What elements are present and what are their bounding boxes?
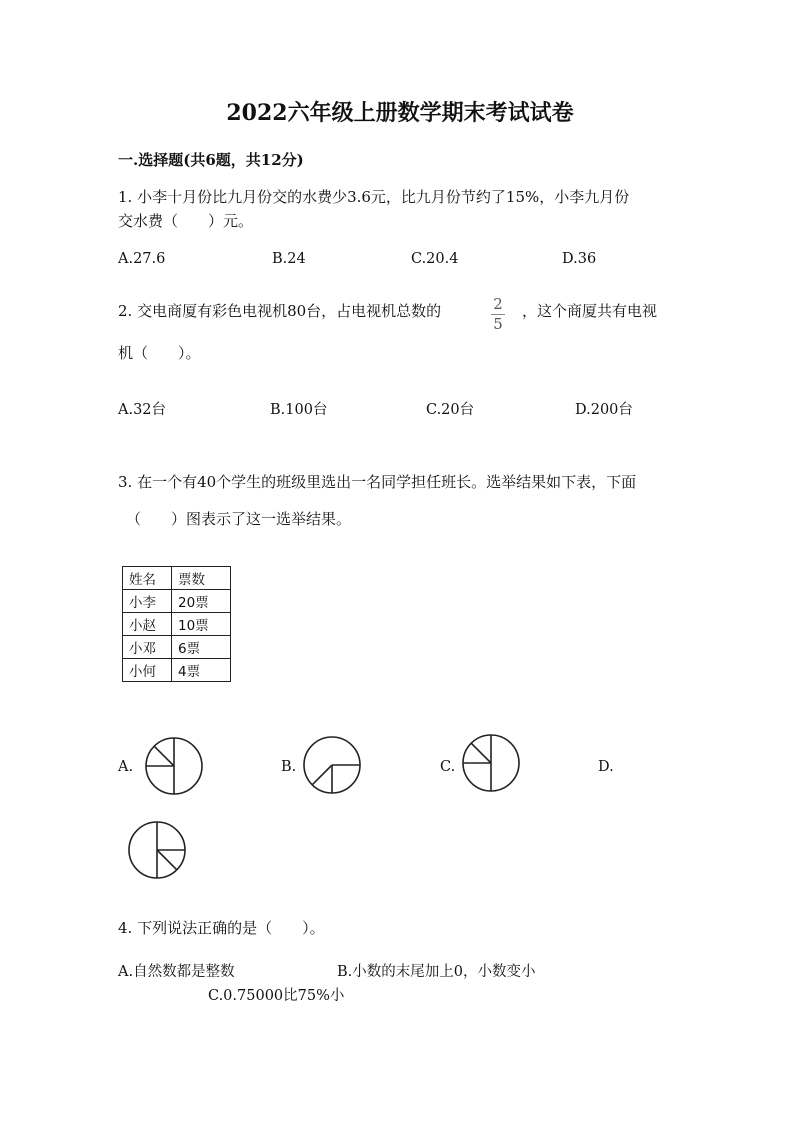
q2-fraction-denominator: 5: [493, 315, 503, 333]
q3-option-b: B.: [281, 759, 297, 775]
pie-slice-boundary: [154, 746, 174, 766]
table-cell: 4票: [172, 659, 231, 682]
table-cell: 6票: [172, 636, 231, 659]
table-row: [123, 590, 231, 613]
q1-text-line2: 交水费（ ）元。: [118, 212, 254, 230]
table-header-cell: 姓名: [123, 567, 172, 590]
q4-option-c: C.0.75000比75%小: [208, 988, 345, 1004]
q4-option-a: A.自然数都是整数: [118, 964, 235, 980]
table-header-cell: 票数: [172, 567, 231, 590]
table-cell: 小何: [123, 659, 172, 682]
pie-slice-boundary: [471, 743, 491, 763]
q2-text-line2: 机（ ）。: [118, 344, 201, 362]
table-row: [123, 659, 231, 682]
q2-text-line1-a: 2. 交电商厦有彩色电视机80台，占电视机总数的: [118, 302, 442, 320]
q4-option-b: B.小数的末尾加上0，小数变小: [337, 964, 536, 980]
q3-option-d: D.: [598, 759, 614, 775]
pie-slice-boundary: [312, 765, 332, 785]
q2-option-c: C.20台: [426, 402, 475, 418]
q2-fraction: [489, 296, 507, 333]
q2-text-line1-b: ，这个商厦共有电视: [522, 302, 658, 320]
table-cell: 小李: [123, 590, 172, 613]
q1-option-a: A.27.6: [118, 251, 166, 267]
q1-option-b: B.24: [272, 251, 306, 267]
q2-option-a: A.32台: [118, 402, 167, 418]
table-header-row: [123, 567, 231, 590]
pie-chart-b: [303, 736, 361, 794]
table-row: [123, 613, 231, 636]
q2-option-b: B.100台: [270, 402, 328, 418]
table-row: [123, 636, 231, 659]
q2-fraction-numerator: 2: [493, 295, 503, 313]
q3-text-line2: （ ）图表示了这一选举结果。: [126, 510, 352, 528]
q3-text-line1: 3. 在一个有40个学生的班级里选出一名同学担任班长。选举结果如下表，下面: [118, 473, 637, 491]
table-cell: 小邓: [123, 636, 172, 659]
table-cell: 小赵: [123, 613, 172, 636]
pie-chart-d: [128, 821, 186, 879]
q3-option-a: A.: [118, 759, 134, 775]
votes-table: [122, 566, 231, 682]
q4-text-line1: 4. 下列说法正确的是（ ）。: [118, 919, 325, 937]
section-heading: 一.选择题(共6题，共12分): [118, 151, 304, 169]
pie-chart-a: [145, 737, 203, 795]
q2-option-d: D.200台: [575, 402, 633, 418]
table-cell: 20票: [172, 590, 231, 613]
pie-chart-c: [462, 734, 520, 792]
q1-option-c: C.20.4: [411, 251, 459, 267]
table-cell: 10票: [172, 613, 231, 636]
page-title: 2022六年级上册数学期末考试试卷: [226, 100, 574, 126]
q1-text-line1: 1. 小李十月份比九月份交的水费少3.6元，比九月份节约了15%，小李九月份: [118, 188, 630, 206]
q3-option-c: C.: [440, 759, 456, 775]
pie-slice-boundary: [157, 850, 177, 870]
q1-option-d: D.36: [562, 251, 597, 267]
